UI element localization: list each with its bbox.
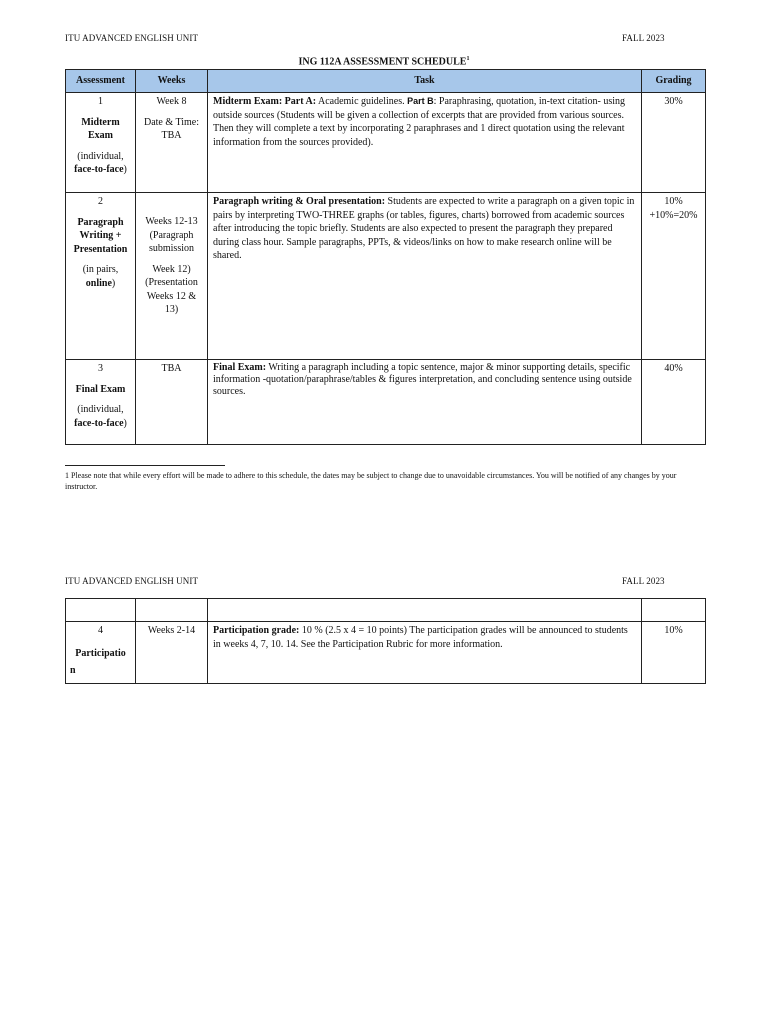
task-text-cont: : Paraphrasing, quotation, in-text citation- using outside sources (Students will be given a collection of excerpts that are provided from various sources. Then they will complete a text by incorporating 2 paraphrases and 1 direct quotation using the relevant information from the sources provided). [213, 96, 625, 148]
assessment-cell [66, 360, 136, 445]
assessment-number: 3 [98, 363, 103, 374]
weeks-cell [136, 93, 208, 193]
mode-prefix: (individual, [77, 150, 124, 162]
mode-suffix: ) [123, 164, 127, 175]
task-text: Academic guidelines. [316, 96, 408, 107]
task-cell [208, 622, 642, 684]
task-text: Writing a paragraph including a topic sentence, major & minor supporting details, specific information -quotation/paraphrase/tables & figures interpretation, and concluding sentence using outside sources. [213, 362, 632, 397]
weeks-text: Week 8 [156, 96, 187, 107]
task-text: Students are expected to write a paragraph on a given topic in pairs by interpreting TWO-THREE graphs (or tables, figures, charts) borrowed from academic sources after introducing the topic briefly. Students are also expected to present the paragraph they prepared during class hour. Sample paragraphs, PPTs, & videos/links on how to make research online will be shared. [213, 196, 635, 261]
assessment-cell [66, 193, 136, 360]
header-grading: Grading [642, 70, 706, 93]
grading-cell: 30% [642, 93, 706, 193]
assessment-number: 4 [98, 625, 103, 636]
mode-value: face-to-face [74, 417, 124, 429]
assessment-mode [70, 263, 131, 290]
table-row [66, 93, 706, 193]
weeks-detail: Week 12) (Presentation Weeks 12 & 13) [145, 263, 198, 315]
empty-cell [66, 599, 136, 622]
assessment-name-part1: Participatio [75, 647, 126, 659]
assessment-cell [66, 93, 136, 193]
empty-row [66, 599, 706, 622]
mode-prefix: (individual, [77, 404, 124, 415]
weeks-cell: TBA [136, 360, 208, 445]
grading-cell: 40% [642, 360, 706, 445]
page-header-right: FALL 2023 [622, 33, 665, 43]
task-lead: Final Exam: [213, 362, 267, 373]
empty-cell [136, 599, 208, 622]
grading-total: +10%=20% [649, 209, 698, 221]
grading-cell: 10% [642, 622, 706, 684]
table-row [66, 360, 706, 445]
empty-cell [642, 599, 706, 622]
weeks-detail: Date & Time: TBA [143, 116, 199, 141]
table-header-row [66, 70, 706, 93]
mode-value: online [85, 277, 112, 289]
assessment-number: 2 [98, 196, 103, 207]
document-title-text: ING 112A ASSESSMENT SCHEDULE [298, 56, 467, 68]
footnote-divider [65, 465, 225, 466]
footnote-marker: 1 [466, 56, 470, 62]
header-assessment: Assessment [66, 70, 136, 93]
task-cell [208, 360, 642, 445]
task-cell [208, 193, 642, 360]
mode-suffix: ) [111, 277, 116, 289]
page-header-left: ITU ADVANCED ENGLISH UNIT [65, 33, 199, 43]
assessment-name: Midterm Exam [81, 116, 120, 141]
page2-header-left: ITU ADVANCED ENGLISH UNIT [65, 576, 199, 586]
assessment-schedule-table-continued [65, 598, 706, 684]
assessment-cell [66, 622, 136, 684]
mode-suffix: ) [123, 417, 127, 429]
task-lead: Paragraph writing & Oral presentation: [213, 196, 386, 207]
assessment-name: Final Exam [75, 383, 126, 395]
task-lead: Midterm Exam: Part A: [213, 96, 317, 107]
mode-prefix: (in pairs, [82, 264, 119, 275]
page2-header-right: FALL 2023 [622, 576, 665, 586]
assessment-schedule-table [65, 69, 706, 445]
empty-cell [208, 599, 642, 622]
grading-value: 10% [664, 196, 683, 207]
assessment-name-part2: n [70, 664, 76, 676]
weeks-cell: Weeks 2-14 [136, 622, 208, 684]
table-row [66, 193, 706, 360]
document-title [0, 56, 768, 67]
assessment-mode [70, 403, 131, 430]
assessment-name: Paragraph Writing + Presentation [73, 216, 128, 255]
mode-value: face-to-face [74, 164, 124, 175]
task-text: 10 % (2.5 x 4 = 10 points) The participation grades will be announced to students in weeks 4, 7, 10. 14. See the Participation Rubric for more information. [213, 625, 628, 650]
assessment-name [70, 645, 131, 679]
assessment-number: 1 [98, 96, 103, 107]
task-lead: Participation grade: [213, 625, 300, 636]
task-cell [208, 93, 642, 193]
header-weeks: Weeks [136, 70, 208, 93]
header-task: Task [208, 70, 642, 93]
weeks-text: Weeks 12-13 (Paragraph submission [145, 216, 198, 254]
table-row [66, 622, 706, 684]
task-part-b: Part B [407, 96, 434, 106]
footnote: 1 Please note that while every effort will be made to adhere to this schedule, the dates may be subject to change due to unavoidable circumstances. You will be notified of any changes by your instructor. [65, 471, 677, 492]
assessment-mode [70, 150, 131, 177]
weeks-cell [136, 193, 208, 360]
grading-cell [642, 193, 706, 360]
